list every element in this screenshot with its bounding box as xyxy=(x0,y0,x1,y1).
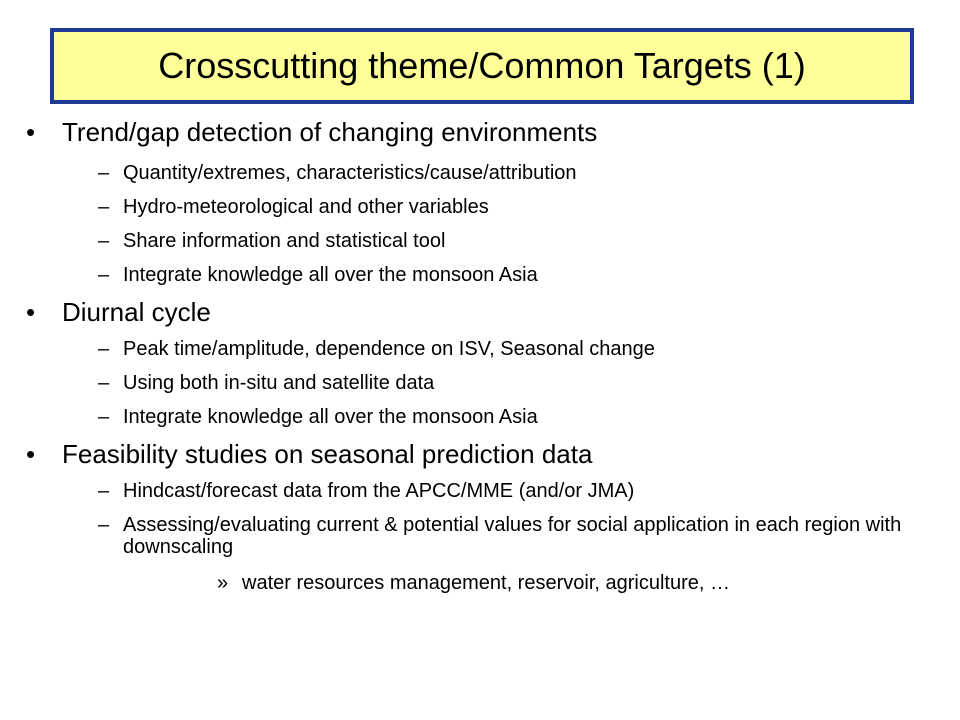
dash-icon: – xyxy=(98,406,110,428)
bullet-text: Trend/gap detection of changing environments xyxy=(62,117,598,147)
bullet-text: Feasibility studies on seasonal prediction data xyxy=(62,439,593,469)
dash-icon: – xyxy=(98,162,110,184)
slide-content xyxy=(26,116,936,594)
sub-sub-bullet-text: water resources management, reservoir, agriculture, … xyxy=(242,572,730,594)
sub-bullet xyxy=(26,372,936,394)
sub-bullet-text: Peak time/amplitude, dependence on ISV, Seasonal change xyxy=(123,338,655,360)
bullet-icon: • xyxy=(26,297,36,327)
dash-icon: – xyxy=(98,514,110,536)
sub-bullet xyxy=(26,480,936,502)
dash-icon: – xyxy=(98,480,110,502)
bullet-icon: • xyxy=(26,117,36,147)
sub-bullet xyxy=(26,264,936,286)
bullet-feasibility-studies xyxy=(26,438,936,470)
bullet-text: Diurnal cycle xyxy=(62,297,211,327)
slide-title-box xyxy=(50,28,914,104)
sub-sub-bullet xyxy=(26,572,936,594)
dash-icon: – xyxy=(98,230,110,252)
bullet-diurnal-cycle xyxy=(26,296,936,328)
dash-icon: – xyxy=(98,264,110,286)
sub-bullet xyxy=(26,406,936,428)
sub-bullet-text: Integrate knowledge all over the monsoon Asia xyxy=(123,264,538,286)
sub-bullet-text: Hindcast/forecast data from the APCC/MME (and/or JMA) xyxy=(123,480,635,502)
dash-icon: – xyxy=(98,196,110,218)
sub-bullet xyxy=(26,338,936,360)
slide-title: Crosscutting theme/Common Targets (1) xyxy=(158,45,806,86)
dash-icon: – xyxy=(98,372,110,394)
sub-bullet-text: Hydro-meteorological and other variables xyxy=(123,196,489,218)
sub-bullet xyxy=(26,230,936,252)
sub-bullet-text: Using both in-situ and satellite data xyxy=(123,372,435,394)
sub-bullet-text: Integrate knowledge all over the monsoon Asia xyxy=(123,406,538,428)
sub-bullet xyxy=(26,514,936,558)
sub-bullet-text: Assessing/evaluating current & potential values for social application in each region with downscaling xyxy=(123,514,902,558)
bullet-trend-gap-detection xyxy=(26,116,936,148)
sub-bullet-text: Share information and statistical tool xyxy=(123,230,446,252)
sub-bullet xyxy=(26,162,936,184)
sub-bullet xyxy=(26,196,936,218)
raquo-icon: » xyxy=(217,572,229,594)
dash-icon: – xyxy=(98,338,110,360)
bullet-icon: • xyxy=(26,439,36,469)
sub-bullet-text: Quantity/extremes, characteristics/cause/attribution xyxy=(123,162,577,184)
